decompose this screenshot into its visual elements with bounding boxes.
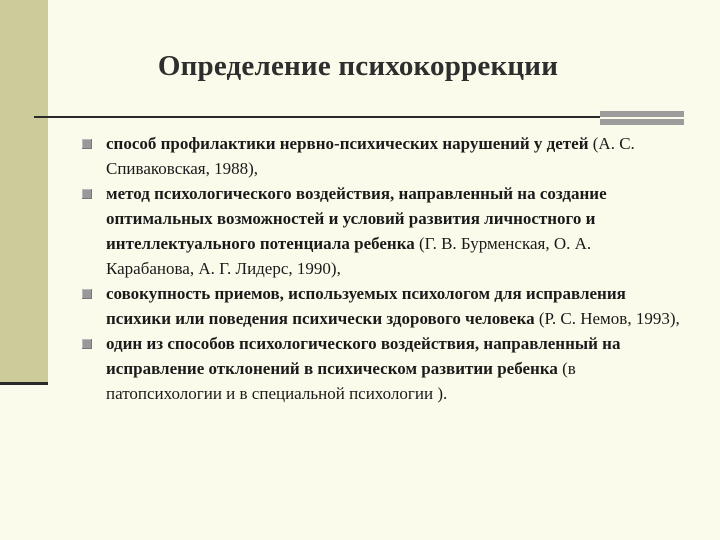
square-bullet-icon bbox=[82, 339, 92, 349]
left-accent-bar bbox=[0, 0, 48, 382]
citation-text: (Р. С. Немов, 1993), bbox=[534, 309, 680, 328]
citation-text: (в патопсихологии и в специальной психологии ). bbox=[106, 359, 576, 403]
definition-text: совокупность приемов, используемых психологом для исправления психики или поведения психически здорового человека bbox=[106, 284, 626, 328]
square-bullet-icon bbox=[82, 289, 92, 299]
square-bullet-icon bbox=[82, 189, 92, 199]
list-item bbox=[82, 181, 682, 281]
definition-list bbox=[82, 131, 682, 406]
decorative-block bbox=[600, 111, 684, 125]
definition-text: один из способов психологического воздействия, направленный на исправление отклонений в психическом развитии ребенка bbox=[106, 334, 621, 378]
title-divider bbox=[34, 116, 664, 118]
list-item bbox=[82, 331, 682, 406]
list-item bbox=[82, 281, 682, 331]
square-bullet-icon bbox=[82, 139, 92, 149]
citation-text: (Г. В. Бурменская, О. А. Карабанова, А. Г. Лидерс, 1990), bbox=[106, 234, 592, 278]
list-item bbox=[82, 131, 682, 181]
definition-text: метод психологического воздействия, направленный на создание оптимальных возможностей и условий развития личностного и интеллектуального потенциала ребенка bbox=[106, 184, 607, 253]
left-accent-rule bbox=[0, 382, 48, 385]
citation-text: (А. С. Спиваковская, 1988), bbox=[106, 134, 635, 178]
slide-title: Определение психокоррекции bbox=[157, 50, 559, 82]
definition-text: способ профилактики нервно-психических нарушений у детей bbox=[106, 134, 589, 153]
